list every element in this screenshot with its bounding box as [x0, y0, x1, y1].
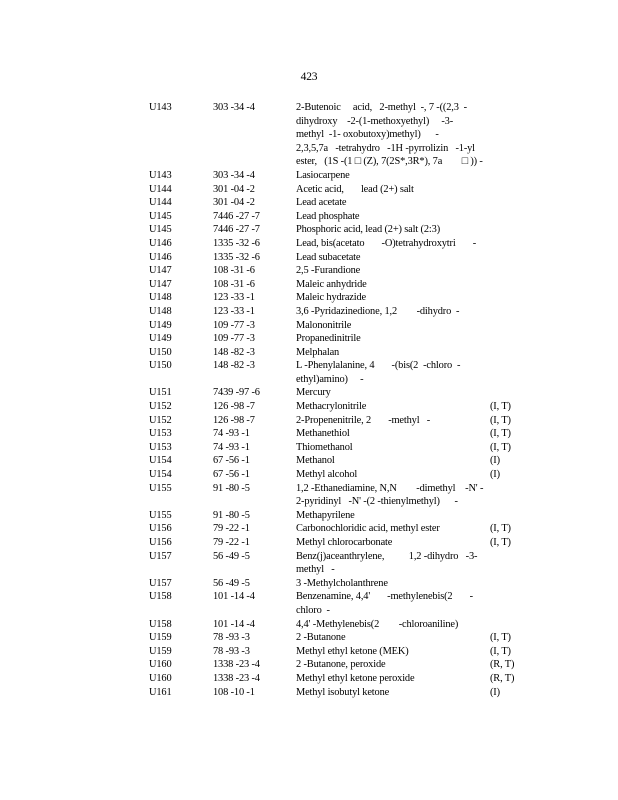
- waste-code-cell: U144: [149, 183, 172, 195]
- chemical-name-cell: 3 -Methylcholanthrene: [296, 577, 388, 589]
- waste-code-cell: U158: [149, 618, 172, 630]
- table-row: [149, 359, 519, 386]
- waste-code-cell: U143: [149, 102, 172, 113]
- cas-number-cell: 101 -14 -4: [213, 618, 255, 630]
- chemical-name-cell: Lasiocarpene: [296, 169, 350, 181]
- cas-number-cell: 301 -04 -2: [213, 183, 255, 195]
- table-row: [149, 522, 519, 536]
- cas-number-cell: 108 -31 -6: [213, 265, 255, 277]
- waste-code-cell: U145: [149, 224, 172, 236]
- waste-code-cell: U146: [149, 237, 172, 249]
- table-row: [149, 169, 519, 183]
- chemical-name-cell: Propanedinitrile: [296, 333, 361, 345]
- chemical-name-cell: Methyl isobutyl ketone: [296, 686, 390, 698]
- chemical-name-cell: Acetic acid, lead (2+) salt: [296, 183, 414, 195]
- table-row: [149, 319, 519, 333]
- table-row: [149, 251, 519, 265]
- chemical-name-cell: Mercury: [296, 387, 331, 399]
- cas-number-cell: 56 -49 -5: [213, 577, 250, 589]
- cas-number-cell: 123 -33 -1: [213, 292, 255, 304]
- chemical-name-cell: Melphalan: [296, 346, 340, 358]
- cas-number-cell: 148 -82 -3: [213, 346, 255, 358]
- table-row: [149, 278, 519, 292]
- cas-number-cell: 108 -31 -6: [213, 278, 255, 290]
- chemical-name-cell: Methyl alcohol: [296, 469, 358, 481]
- cas-number-cell: 56 -49 -5: [213, 550, 250, 562]
- waste-code-cell: U158: [149, 591, 172, 603]
- chemical-name-cell: Maleic hydrazide: [296, 292, 367, 304]
- chemical-name-cell: Malononitrile: [296, 319, 352, 331]
- waste-code-cell: U160: [149, 659, 172, 671]
- waste-code-cell: U155: [149, 509, 172, 521]
- waste-code-cell: U147: [149, 278, 172, 290]
- chemical-name-cell: Methyl chlorocarbonate: [296, 537, 393, 548]
- chemical-name-cell: Lead subacetate: [296, 251, 361, 263]
- chemical-name-cell: Methyl ethyl ketone peroxide: [296, 672, 415, 684]
- hazard-code-cell: (I): [490, 686, 500, 698]
- waste-code-table: [149, 101, 519, 699]
- table-row: [149, 414, 519, 428]
- cas-number-cell: 79 -22 -1: [213, 537, 250, 548]
- cas-number-cell: 303 -34 -4: [213, 169, 255, 181]
- waste-code-cell: U144: [149, 197, 172, 209]
- table-row: [149, 658, 519, 672]
- chemical-name-cell: 1,2 -Ethanediamine, N,N -dimethyl -N' - 2-pyridinyl -N' -(2 -thienylmethyl) -: [296, 482, 484, 508]
- cas-number-cell: 79 -22 -1: [213, 523, 250, 535]
- cas-number-cell: 74 -93 -1: [213, 428, 250, 440]
- hazard-code-cell: (R, T): [490, 659, 515, 671]
- chemical-name-cell: Methapyrilene: [296, 509, 355, 521]
- table-row: [149, 509, 519, 523]
- table-row: [149, 454, 519, 468]
- chemical-name-cell: 2 -Butanone: [296, 632, 346, 644]
- chemical-name-cell: Lead, bis(acetato -O)tetrahydroxytri -: [296, 237, 477, 249]
- chemical-name-cell: 2-Propenenitrile, 2 -methyl -: [296, 414, 431, 426]
- table-row: [149, 536, 519, 550]
- table-row: [149, 264, 519, 278]
- hazard-code-cell: (I, T): [490, 428, 511, 440]
- waste-code-cell: U152: [149, 414, 172, 426]
- chemical-name-cell: Carbonochloridic acid, methyl ester: [296, 523, 440, 535]
- waste-code-cell: U156: [149, 523, 172, 535]
- cas-number-cell: 67 -56 -1: [213, 455, 250, 467]
- hazard-code-cell: (I, T): [490, 401, 511, 413]
- page-number: 423: [300, 71, 318, 83]
- chemical-name-cell: Lead acetate: [296, 197, 347, 209]
- waste-code-cell: U155: [149, 482, 172, 494]
- cas-number-cell: 126 -98 -7: [213, 401, 255, 413]
- table-row: [149, 332, 519, 346]
- table-row: [149, 618, 519, 632]
- cas-number-cell: 148 -82 -3: [213, 360, 255, 372]
- chemical-name-cell: Benzenamine, 4,4' -methylenebis(2 - chloro -: [296, 591, 473, 616]
- cas-number-cell: 101 -14 -4: [213, 591, 255, 603]
- waste-code-cell: U148: [149, 292, 172, 304]
- table-row: [149, 590, 519, 617]
- waste-code-cell: U150: [149, 346, 172, 358]
- waste-code-cell: U145: [149, 210, 172, 222]
- cas-number-cell: 91 -80 -5: [213, 509, 250, 521]
- waste-code-cell: U154: [149, 469, 172, 481]
- cas-number-cell: 1338 -23 -4: [213, 659, 260, 671]
- cas-number-cell: 109 -77 -3: [213, 319, 255, 331]
- chemical-name-cell: 3,6 -Pyridazinedione, 1,2 -dihydro -: [296, 305, 460, 317]
- table-row: [149, 482, 519, 509]
- chemical-name-cell: Methanol: [296, 455, 335, 467]
- waste-code-cell: U153: [149, 441, 172, 453]
- chemical-name-cell: Phosphoric acid, lead (2+) salt (2:3): [296, 224, 441, 236]
- hazard-code-cell: (R, T): [490, 672, 515, 684]
- hazard-code-cell: (I): [490, 469, 500, 481]
- hazard-code-cell: (I, T): [490, 537, 511, 548]
- cas-number-cell: 123 -33 -1: [213, 305, 255, 317]
- chemical-name-cell: Maleic anhydride: [296, 278, 367, 290]
- waste-code-cell: U157: [149, 577, 172, 589]
- hazard-code-cell: (I, T): [490, 632, 511, 644]
- waste-code-cell: U151: [149, 387, 172, 399]
- table-row: [149, 237, 519, 251]
- waste-code-cell: U156: [149, 537, 172, 548]
- table-row: [149, 386, 519, 400]
- table-row: [149, 645, 519, 659]
- table-row: [149, 223, 519, 237]
- table-row: [149, 631, 519, 645]
- waste-code-cell: U149: [149, 319, 172, 331]
- hazard-code-cell: (I, T): [490, 441, 511, 453]
- waste-code-cell: U160: [149, 672, 172, 684]
- waste-code-cell: U146: [149, 251, 172, 263]
- chemical-name-cell: L -Phenylalanine, 4 -(bis(2 -chloro - ethyl)amino) -: [296, 360, 461, 385]
- waste-code-cell: U153: [149, 428, 172, 440]
- cas-number-cell: 1335 -32 -6: [213, 237, 260, 249]
- waste-code-cell: U150: [149, 360, 172, 372]
- chemical-name-cell: Methyl ethyl ketone (MEK): [296, 645, 409, 657]
- cas-number-cell: 126 -98 -7: [213, 414, 255, 426]
- waste-code-cell: U161: [149, 686, 172, 698]
- chemical-name-cell: Lead phosphate: [296, 210, 360, 222]
- table-row: [149, 291, 519, 305]
- cas-number-cell: 108 -10 -1: [213, 686, 255, 698]
- waste-code-cell: U157: [149, 550, 172, 562]
- chemical-name-cell: 4,4' -Methylenebis(2 -chloroaniline): [296, 618, 459, 630]
- cas-number-cell: 7446 -27 -7: [213, 210, 260, 222]
- table-row: [149, 183, 519, 197]
- table-row: [149, 672, 519, 686]
- cas-number-cell: 109 -77 -3: [213, 333, 255, 345]
- table-row: [149, 305, 519, 319]
- hazard-code-cell: (I, T): [490, 645, 511, 657]
- chemical-name-cell: 2 -Butanone, peroxide: [296, 659, 386, 671]
- cas-number-cell: 301 -04 -2: [213, 197, 255, 209]
- waste-code-cell: U159: [149, 645, 172, 657]
- table-row: [149, 468, 519, 482]
- waste-code-cell: U143: [149, 169, 172, 181]
- cas-number-cell: 1335 -32 -6: [213, 251, 260, 263]
- chemical-name-cell: Methanethiol: [296, 428, 350, 440]
- waste-code-cell: U149: [149, 333, 172, 345]
- waste-code-cell: U147: [149, 265, 172, 277]
- cas-number-cell: 67 -56 -1: [213, 469, 250, 481]
- waste-code-cell: U159: [149, 632, 172, 644]
- hazard-code-cell: (I): [490, 455, 500, 467]
- chemical-name-cell: Benz(j)aceanthrylene, 1,2 -dihydro -3- methyl -: [296, 550, 478, 576]
- cas-number-cell: 78 -93 -3: [213, 632, 250, 644]
- waste-code-cell: U154: [149, 455, 172, 467]
- cas-number-cell: 1338 -23 -4: [213, 672, 260, 684]
- cas-number-cell: 91 -80 -5: [213, 482, 250, 494]
- waste-code-cell: U148: [149, 305, 172, 317]
- cas-number-cell: 303 -34 -4: [213, 102, 255, 113]
- table-row: [149, 346, 519, 360]
- cas-number-cell: 74 -93 -1: [213, 441, 250, 453]
- table-row: [149, 427, 519, 441]
- chemical-name-cell: 2-Butenoic acid, 2-methyl -, 7 -((2,3 - dihydroxy -2-(1-methoxyethyl) -3- methyl -1- oxobutoxy)methyl) - 2,3,5,7a -tetrahydro -1H -pyrrolizin -1-yl ester, (1S -(1 □ (Z), 7(2S*,3R*), 7a □ )) -: [296, 102, 483, 168]
- table-row: [149, 550, 519, 577]
- table-row: [149, 196, 519, 210]
- waste-code-cell: U152: [149, 401, 172, 413]
- hazard-code-cell: (I, T): [490, 414, 511, 426]
- chemical-name-cell: Thiomethanol: [296, 441, 353, 453]
- table-row: [149, 210, 519, 224]
- table-row: [149, 101, 519, 169]
- cas-number-cell: 78 -93 -3: [213, 645, 250, 657]
- table-row: [149, 441, 519, 455]
- chemical-name-cell: 2,5 -Furandione: [296, 265, 361, 277]
- table-row: [149, 577, 519, 591]
- hazard-code-cell: (I, T): [490, 523, 511, 535]
- cas-number-cell: 7446 -27 -7: [213, 224, 260, 236]
- cas-number-cell: 7439 -97 -6: [213, 387, 260, 399]
- chemical-name-cell: Methacrylonitrile: [296, 401, 367, 413]
- table-row: [149, 400, 519, 414]
- table-row: [149, 686, 519, 700]
